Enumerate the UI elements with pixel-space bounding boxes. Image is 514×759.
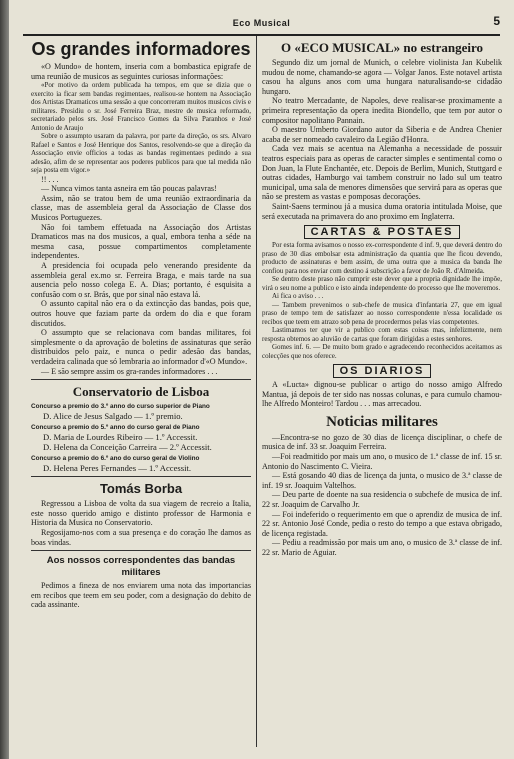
heading-correspondentes: Aos nossos correspondentes das bandas militares: [46, 555, 236, 579]
news-item: — Foi indeferido o requerimento em que o aprendiz de musica de inf. 22 sr. Antonio José Conde, pedia o resto do tempo a que estava obrigado, de licença registada.: [262, 509, 502, 538]
paragraph: !! . . .: [41, 174, 59, 184]
contest-title: Concurso a premio do 6.º ano do curso geral de Violino: [31, 455, 200, 463]
notice-paragraph: Ai fica o aviso . . .: [272, 292, 324, 301]
quoted-paragraph: Sobre o assumpto usaram da palavra, por parte da direção, os srs. Alvaro Rafael e Santos e José Henrique dos Santos, resolvendo-se que a direção da Associação envie officios a todas as bandas regimentaes pedindo a sua adesão, afim de se representar aos poderes publicos para que tal medida não seja posta em vigor.»: [31, 132, 251, 175]
paragraph: Cada vez mais se acentua na Alemanha a necessidade de possuir teatros especiais para as operas de caracter simples e sentimental como o Don Juan, la Flute Enchantée, etc. Depois de Berlim, Munich, Stuttgard e outras cidades, Hamburgo vai tambem construir no lado sul um teatro municipal, uma sala de menores dimensões que servirá para as operas que não se prestem as vastas e pomposas decorações.: [262, 144, 502, 202]
paragraph: A «Lucta» dignou-se publicar o artigo do nosso amigo Alfredo Mantua, já depois de ter sido nas nossas colunas, e para cumulo chamou-lhe Alfredo Monteiro! Tardou . . . mas arrecadou.: [262, 380, 502, 409]
heading-tomas-borba: Tomás Borba: [99, 481, 183, 497]
heading-cartas: [262, 225, 502, 239]
quoted-paragraph: «Por motivo da ordem publicada ha tempos, em que se dizia que o exercito ia ficar sem bandas regimentaes, realisou-se hontem na Associação dos Artistas Dramaticos uma sessão a que concorreram muitos musicos civis e militares. Presidiu o sr. José Ferreira Braz, mestre de musica reformado, secretariado pelos srs. José Francisco Gomes da Silva Paranhos e José Antonio de Araujo: [31, 81, 251, 132]
heading-noticias-militares: Noticias militares: [326, 413, 438, 430]
paragraph: — Nunca vimos tanta asneira em tão poucas palavras!: [41, 184, 217, 194]
heading-cartas-label: CARTAS & POSTAES: [304, 225, 461, 239]
paragraph: Não foi tambem effetuada na Associação dos Artistas Dramaticos mas na dos musicos, a qual, embora tenha a séde na mesma casa, possue compartimentos completamente independentes.: [31, 222, 251, 261]
paragraph: O assumpto que se relacionava com bandas militares, foi simplesmente o da aprovação de boletins de assinaturas que serão distribuidos pelo paiz, e nunca o pedir adesão das bandas, verdadeira calinada que só lembraria ao informador d'«O Mundo».: [31, 328, 251, 366]
paragraph: «O Mundo» de hontem, inseria com a bombastica epigrafe de uma reunião de musicos as seguintes curiosas informações:: [31, 62, 251, 81]
header-rule: [23, 34, 500, 36]
heading-diarios-label: OS DIARIOS: [333, 364, 432, 378]
notice-paragraph: Lastimamos ter que vir a publico com estas coisas mas, infelizmente, nem resposta obtemos ao aluvião de cartas que foram dirigidas a estes senhores.: [262, 326, 502, 343]
paragraph: O maestro Umberto Giordano autor da Siberia e de Andrea Chenier acaba de ser nomeado cavaleiro da Legião d'Honra.: [262, 125, 502, 144]
article-heading-informadores: Os grandes informadores: [31, 39, 251, 59]
paragraph: Pedimos a fineza de nos enviarem uma nota das importancias em recibos que teem em seu poder, com a designação do debito de cada assinante.: [31, 581, 251, 610]
winner: D. Helena Peres Fernandes — 1.º Accessit.: [43, 463, 192, 474]
binding-edge: [0, 0, 9, 759]
heading-diarios: [262, 364, 502, 378]
divider: [31, 476, 251, 477]
heading-conservatorio: Conservatorio de Lisboa: [72, 384, 210, 400]
column-rule: [256, 36, 257, 747]
news-item: — Deu parte de doente na sua residencia o subchefe de musica de inf. 22 sr. Joaquim de Carvalho Jr.: [262, 490, 502, 510]
running-title: Eco Musical: [232, 18, 291, 28]
contest-title: Concurso a premio do 3.º anno do curso superior de Piano: [31, 403, 210, 411]
news-item: — Está gosando 40 dias de licença da junta, o musico de 3.ª classe de inf. 19 sr. Joaquim Valtelhos.: [262, 471, 502, 490]
contest-title: Concurso a premio do 5.º anno do curso geral de Piano: [31, 424, 200, 432]
paragraph: Saint-Saens terminou já a musica duma oratoria intitulada Moise, que será executada na primavera do ano proximo em Inglaterra.: [262, 201, 502, 221]
paragraph: Assim, não se tratou bem de uma reunião extraordinaria da classe, mas de assembleia geral da Associação de Classe dos Musicos Portuguezes.: [31, 193, 251, 223]
notice-paragraph: Se dentro deste praso não cumprir este dever que a propria dignidade lhe impõe, virá o seu nome a publico e isto ainda independente do processo que lhe moveremos.: [262, 275, 502, 292]
notice-paragraph: Gomes inf. 6. — De muito bom grado e agradecendo reconhecidos aceitamos as colecções que nos oferece.: [262, 343, 502, 360]
newspaper-page: [9, 0, 514, 759]
heading-estrangeiro: O «ECO MUSICAL» no estrangeiro: [281, 40, 483, 55]
paragraph: A presidencia foi ocupada pelo venerando presidente da assembleia geral ex.mo sr. Ferreira Braga, e mais tarde na sua ausencia pelo nosso colega E. A. Dias; portanto, é esquisita a confusão com o sr. Brás, que por sinal não estava lá.: [31, 261, 251, 299]
paragraph: Regosijamo-nos com a sua presença e do coração lhe damos as boas vindas.: [31, 527, 251, 547]
news-item: — Pediu a readmissão por mais um ano, o musico de 3.ª classe de inf. 22 sr. Mario de Aguiar.: [262, 538, 502, 557]
notice-paragraph: — Tambem prevenimos o sub-chefe de musica d'infantaria 27, que em igual praso de tempo tem de satisfazer ao nosso correspondente n'essa localidade os recibos que teem em atrazo sob pena de procedermos pelas vias competentes.: [262, 300, 502, 326]
right-column: [262, 38, 502, 749]
divider: [31, 379, 251, 380]
news-item: —Encontra-se no gozo de 30 dias de licença disciplinar, o chefe de musica de inf. 33 sr. Joaquim Ferreira.: [262, 432, 502, 452]
divider: [31, 550, 251, 551]
news-item: —Foi readmitido por mais um ano, o musico de 1.ª classe de inf. 15 sr. Antonio do Nascimento C. Vieira.: [262, 452, 502, 471]
left-column: [31, 38, 251, 749]
paragraph: Segundo diz um jornal de Munich, o celebre violinista Jan Kubelik mudou de nome, chamando-se agora — Volgar Janos. Este notavel artista casou ha alguns anos com uma hungara naturalisando-se cidadão hungaro.: [262, 58, 502, 96]
notice-paragraph: Por esta forma avisamos o nosso ex-correspondente d inf. 9, que deverá dentro do praso de 30 dias embolsar esta administração da quantia que lhe ficou devendo, producto de assinaturas e bem assim, de uma outra que a musica da banda lhe confiou para nos enviar com destino á subscrição a favor de João R. d'Almeida.: [262, 241, 502, 275]
paragraph: Regressou a Lisboa de volta da sua viagem de recreio a Italia, este nosso querido amigo e distinto professor de Harmonia e Historia da Musica no Conservatorio.: [31, 499, 251, 528]
winner: D. Alice de Jesus Salgado — 1.º premio.: [43, 411, 183, 422]
winner: D. Helena da Conceição Carreira — 2.º Accessit.: [43, 442, 212, 453]
paragraph: — E são sempre assim os gra-randes informadores . . .: [41, 366, 218, 376]
paragraph: No teatro Mercadante, de Napoles, deve realisar-se proximamente a primeira representação da opera inedita Biondello, que tem por autor o compositor napolitano Pannain.: [262, 96, 502, 125]
winner: D. Maria de Lourdes Ribeiro — 1.º Accessit.: [43, 432, 198, 443]
page-header: [15, 16, 508, 32]
page-number: 5: [493, 14, 500, 28]
paragraph: O assunto capital não era o da extincção das bandas, pois que, outros houve que faziam parte da ordem do dia e que foram discutidos.: [31, 299, 251, 328]
